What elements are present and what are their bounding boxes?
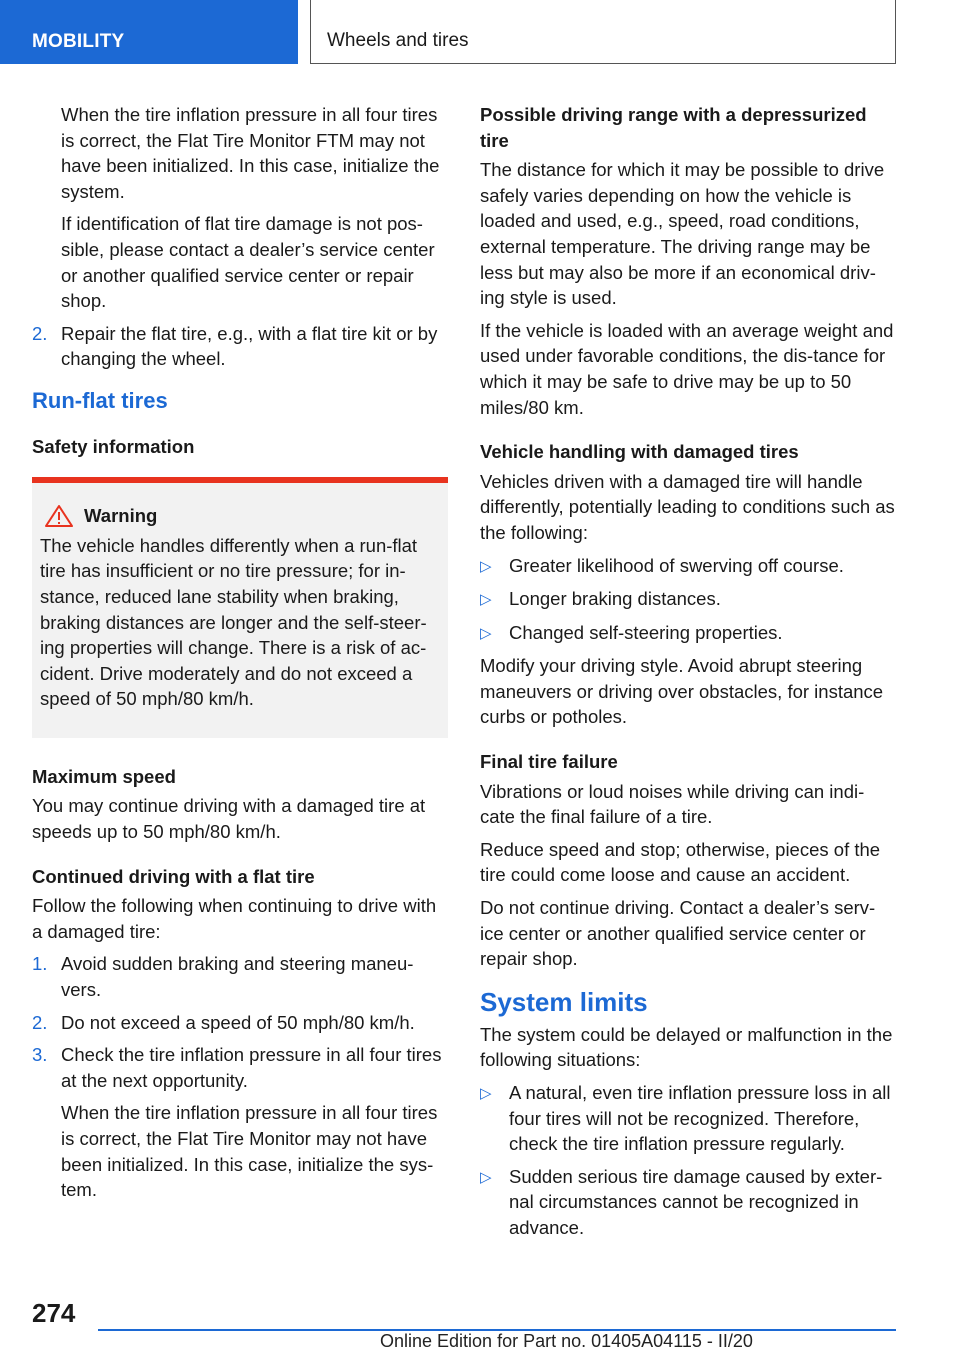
list-item bbox=[32, 1042, 448, 1093]
list-text: Sudden serious tire damage caused by exter-nal circumstances cannot be recognized in advance. bbox=[509, 1165, 883, 1238]
bullet-icon: ▷ bbox=[480, 557, 492, 575]
warning-text: The vehicle handles differently when a run-flat tire has insufficient or no tire pressure; for in-stance, reduced lane stability when braking, braking distances are longer and the self-steer-ing properties will change. There is a risk of ac-cident. Drive moderately and do not exceed a speed of 50 mph/80 km/h. bbox=[40, 534, 427, 710]
list-item bbox=[32, 1010, 448, 1036]
warning-box bbox=[32, 477, 448, 738]
warning-icon bbox=[44, 504, 74, 528]
list-item bbox=[480, 1080, 896, 1157]
list-number: 2. bbox=[32, 322, 48, 344]
subheading: Possible driving range with a depressurized tire bbox=[480, 104, 867, 151]
bullet-icon: ▷ bbox=[480, 591, 492, 609]
list-text: Longer braking distances. bbox=[509, 588, 721, 610]
subheading: Safety information bbox=[32, 435, 195, 457]
list-number: 2. bbox=[32, 1011, 48, 1033]
paragraph: Vibrations or loud noises while driving can indi-cate the final failure of a tire. bbox=[480, 780, 865, 828]
subheading: Maximum speed bbox=[32, 765, 176, 787]
paragraph: When the tire inflation pressure in all four tires is correct, the Flat Tire Monitor FTM may not have been initialized. In this case, initialize the system. bbox=[61, 104, 440, 202]
warning-title: Warning bbox=[84, 505, 158, 527]
subheading: Final tire failure bbox=[480, 751, 618, 773]
list-text: Changed self-steering properties. bbox=[509, 621, 783, 643]
list-item bbox=[32, 951, 448, 1002]
footer-edition: Online Edition for Part no. 01405A04115 - II/20 bbox=[380, 1331, 753, 1351]
list-text: Check the tire inflation pressure in all four tires at the next opportunity. bbox=[61, 1044, 442, 1091]
subheading: Continued driving with a flat tire bbox=[32, 865, 315, 887]
list-item bbox=[32, 321, 448, 372]
list-text: Do not exceed a speed of 50 mph/80 km/h. bbox=[61, 1011, 415, 1033]
bullet-icon: ▷ bbox=[480, 624, 492, 642]
list-item bbox=[480, 586, 896, 613]
chapter-title: Wheels and tires bbox=[310, 0, 896, 64]
list-text: Avoid sudden braking and steering maneu-vers. bbox=[61, 953, 414, 1001]
paragraph: The distance for which it may be possible to drive safely varies depending on how the vehicle is loaded and used, e.g., speed, road conditions, external temperature. The driving range may be less but may also be more if an economical driv-ing style is used. bbox=[480, 159, 885, 309]
list-number: 1. bbox=[32, 953, 48, 975]
section-heading: System limits bbox=[480, 986, 648, 1017]
list-text: A natural, even tire inflation pressure loss in all four tires will not be recognized. Therefore, check the tire inflation pressure regularly. bbox=[509, 1082, 891, 1155]
bullet-icon: ▷ bbox=[480, 1085, 492, 1102]
section-tab: MOBILITY bbox=[0, 0, 298, 64]
paragraph: When the tire inflation pressure in all four tires is correct, the Flat Tire Monitor may not have been initialized. In this case, initialize the sys-tem. bbox=[61, 1102, 438, 1201]
paragraph: Do not continue driving. Contact a dealer’s serv-ice center or another qualified service center or repair shop. bbox=[480, 897, 876, 970]
list-item bbox=[480, 1164, 896, 1241]
paragraph: You may continue driving with a damaged tire at speeds up to 50 mph/80 km/h. bbox=[32, 795, 426, 843]
list-text: Greater likelihood of swerving off course. bbox=[509, 554, 844, 576]
paragraph: Modify your driving style. Avoid abrupt steering maneuvers or driving over obstacles, for instance curbs or potholes. bbox=[480, 655, 884, 728]
paragraph: Vehicles driven with a damaged tire will handle differently, potentially leading to conditions such as the following: bbox=[480, 470, 895, 543]
paragraph: If the vehicle is loaded with an average weight and used under favorable conditions, the dis-tance for which it may be safe to drive may be up to 50 miles/80 km. bbox=[480, 319, 894, 418]
list-number: 3. bbox=[32, 1044, 48, 1066]
page-number: 274 bbox=[32, 1298, 76, 1328]
list-text: Repair the flat tire, e.g., with a flat tire kit or by changing the wheel. bbox=[61, 322, 438, 370]
right-column bbox=[480, 102, 896, 1248]
left-column bbox=[32, 102, 448, 1210]
paragraph: The system could be delayed or malfunction in the following situations: bbox=[480, 1023, 893, 1071]
paragraph: Follow the following when continuing to drive with a damaged tire: bbox=[32, 895, 437, 942]
paragraph: Reduce speed and stop; otherwise, pieces of the tire could come loose and cause an accident. bbox=[480, 838, 881, 886]
list-item bbox=[480, 553, 896, 580]
paragraph: If identification of flat tire damage is not pos-sible, please contact a dealer’s service center or another qualified service center or repair shop. bbox=[61, 213, 435, 312]
section-heading: Run-flat tires bbox=[32, 387, 168, 413]
bullet-icon: ▷ bbox=[480, 1168, 492, 1186]
subheading: Vehicle handling with damaged tires bbox=[480, 441, 799, 463]
list-item bbox=[480, 620, 896, 647]
